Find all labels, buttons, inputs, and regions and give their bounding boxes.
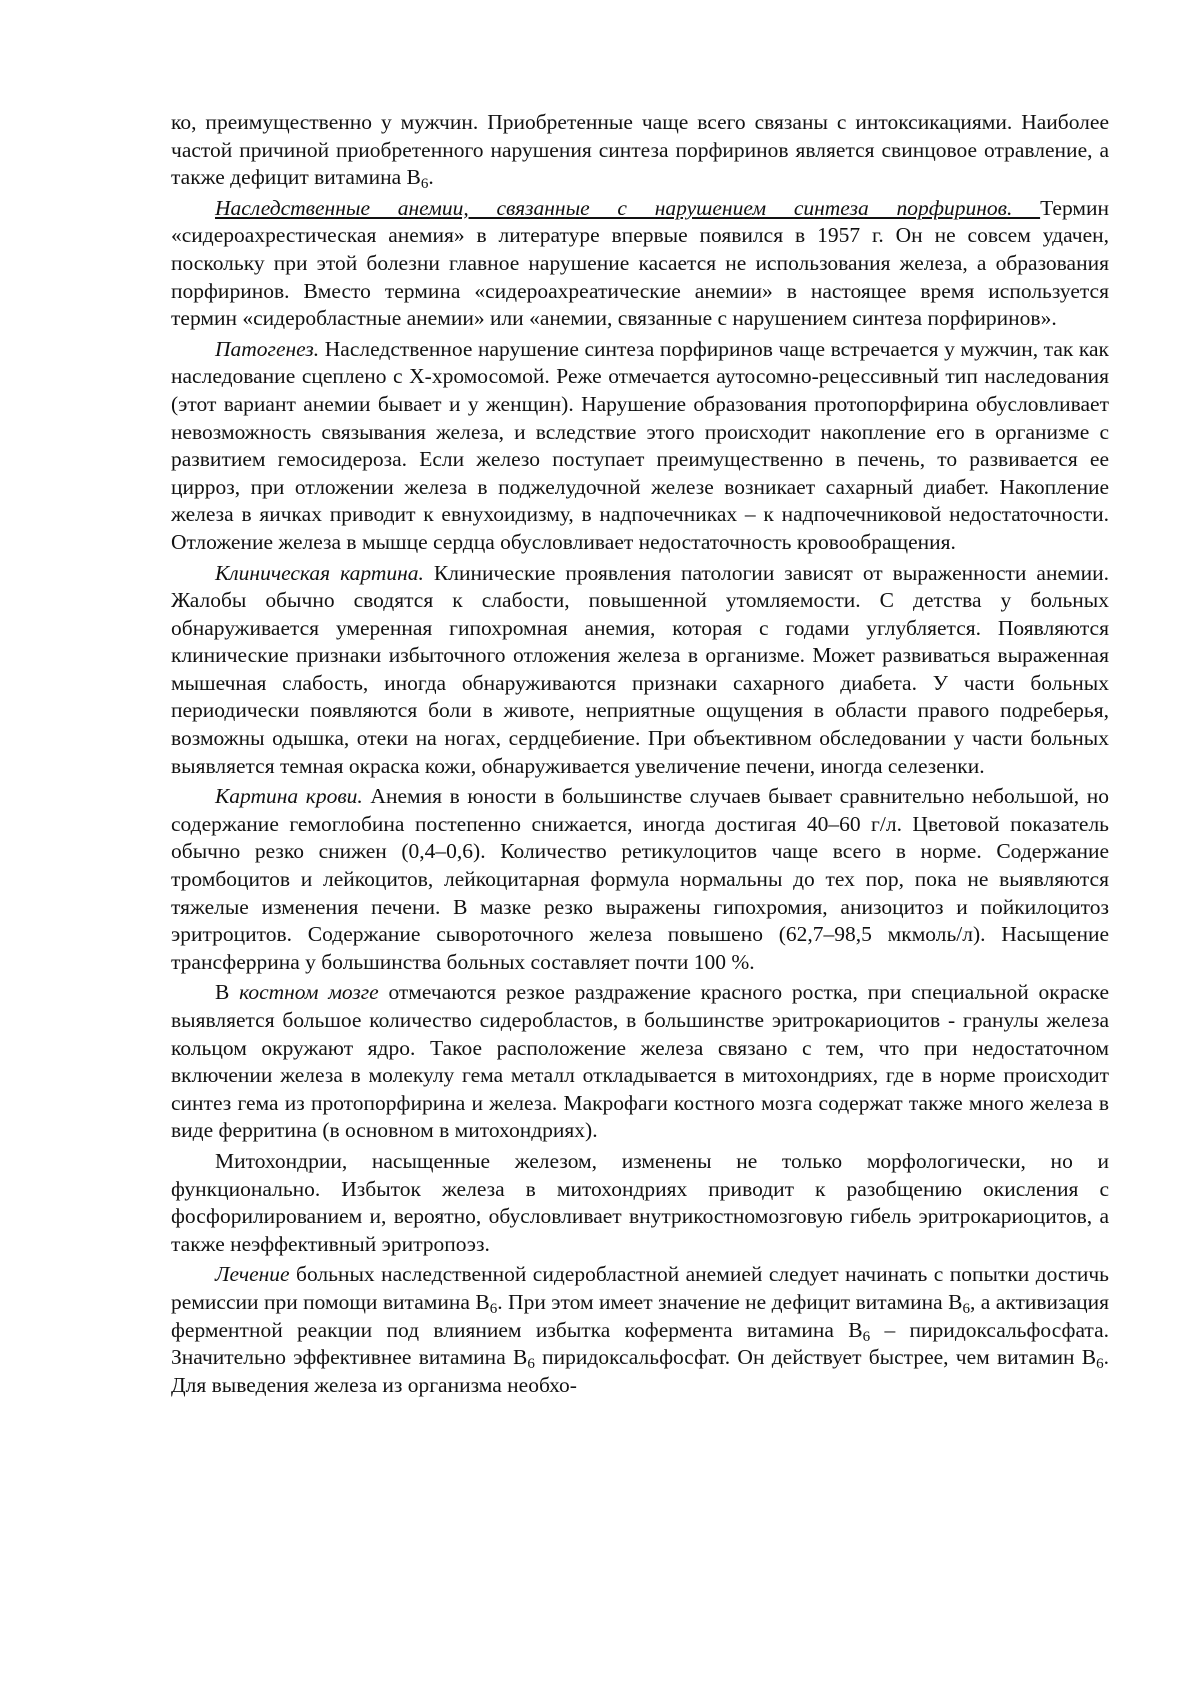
body-text: больных наследственной сидеробластной анемией следует начинать с попытки достичь ремиссии при помощи витамина В (171, 1262, 1109, 1314)
body-text: . (428, 165, 434, 190)
body-text: пиридоксальфосфат. Он действует быстрее, чем витамин В (534, 1345, 1097, 1370)
italic-heading-text: Лечение (215, 1262, 290, 1287)
paragraph-bone-marrow (171, 979, 1109, 1145)
body-text: – пиридоксальфосфата. Значительно эффективнее витамина В (171, 1317, 1110, 1370)
body-text: , а активизация ферментной реакции под влиянием избытка кофермента витамина В (171, 1289, 1110, 1342)
italic-underlined-heading-text: Наследственные анемии, связанные с нарушением синтеза порфиринов. (215, 195, 1041, 220)
body-text: Термин «сидероахрестическая анемия» в литературе впервые появился в 1957 г. Он не совсем удачен, поскольку при этой болезни главное нарушение касается не использования железа, а образования порфиринов. Вместо термина «сидероахреатические анемии» в настоящее время используется термин «сидеробластные анемии» или «анемии, связанные с нарушением синтеза порфиринов». (171, 195, 1109, 331)
body-text: Клинические проявления патологии зависят от выраженности анемии. Жалобы обычно сводятся к слабости, повышенной утомляемости. С детства у больных обнаруживается умеренная гипохромная анемия, которая с годами углубляется. Появляются клинические признаки избыточного отложения железа в организме. Может развиваться выраженная мышечная слабость, иногда обнаруживаются признаки сахарного диабета. У части больных периодически появляются боли в животе, неприятные ощущения в области правого подреберья, возможны одышка, отеки на ногах, сердцебиение. При объективном обследовании у части больных выявляется темная окраска кожи, обнаруживается увеличение печени, иногда селезенки. (171, 560, 1109, 778)
italic-heading-text: Патогенез. (215, 336, 320, 361)
italic-heading-text: костном мозге (239, 980, 379, 1005)
body-text: Анемия в юности в большинстве случаев бывает сравнительно небольшой, но содержание гемоглобина постепенно снижается, иногда достигая 40–60 г/л. Цветовой показатель обычно резко снижен (0,4–0,6). Количество ретикулоцитов чаще всего в норме. Содержание тромбоцитов и лейкоцитов, лейкоцитарная формула нормальны до тех пор, пока не выявляются тяжелые изменения печени. В мазке резко выражены гипохромия, анизоцитоз и пойкилоцитоз эритроцитов. Содержание сывороточного железа повышено (62,7–98,5 мкмоль/л). Насыщение трансферрина у большинства больных составляет почти 100 %. (171, 784, 1110, 974)
subscript-text: 6 (1096, 1355, 1104, 1372)
italic-heading-text: Клиническая картина. (215, 560, 424, 585)
paragraph-mitochondria (171, 1148, 1109, 1258)
italic-heading-text: Картина крови. (215, 784, 363, 809)
paragraph-treatment (171, 1261, 1109, 1399)
paragraph-hereditary-anemias (171, 195, 1109, 333)
body-text: отмечаются резкое раздражение красного ростка, при специальной окраске выявляется большое количество сидеробластов, в большинстве эритрокариоцитов - гранулы железа кольцом окружают ядро. Такое расположение железа связано с тем, что при недостаточном включении железа в молекулу гема металл откладывается в митохондриях, где в норме происходит синтез гема из протопорфирина и железа. Макрофаги костного мозга содержат также много железа в виде ферритина (в основном в митохондриях). (171, 980, 1109, 1143)
subscript-text: 6 (862, 1328, 871, 1345)
paragraph-pathogenesis (171, 336, 1109, 557)
paragraph-clinical-picture (171, 560, 1109, 781)
body-text: Наследственное нарушение синтеза порфиринов чаще встречается у мужчин, так как наследование сцеплено с Х-хромосомой. Реже отмечается аутосомно-рецессивный тип наследования (этот вариант анемии бывает и у женщин). Нарушение образования протопорфирина обусловливает невозможность связывания железа, и вследствие этого происходит накопление его в организме с развитием гемосидероза. Если железо поступает преимущественно в печень, то развивается ее цирроз, при отложении железа в поджелудочной железе возникает сахарный диабет. Накопление железа в яичках приводит к евнухоидизму, в надпочечниках – к надпочечниковой недостаточности. Отложение железа в мышце сердца обусловливает недостаточность кровообращения. (171, 336, 1109, 554)
body-text: . При этом имеет значение не дефицит витамина В (497, 1289, 963, 1314)
document-page (171, 109, 1109, 1399)
body-text: В (215, 980, 240, 1005)
subscript-text: 6 (962, 1300, 970, 1317)
subscript-text: 6 (527, 1355, 535, 1372)
paragraph-intro-continuation (171, 109, 1109, 192)
body-text: ко, преимущественно у мужчин. Приобретенные чаще всего связаны с интоксикациями. Наиболее частой причиной приобретенного нарушения синтеза порфиринов является свинцовое отравление, а также дефицит витамина В (171, 110, 1109, 190)
subscript-text: 6 (420, 175, 429, 192)
subscript-text: 6 (489, 1300, 498, 1317)
body-text: Митохондрии, насыщенные железом, изменены не только морфологически, но и функционально. Избыток железа в митохондриях приводит к разобщению окисления с фосфорилированием и, вероятно, обусловливает внутрикостномозговую гибель эритрокариоцитов, а также неэффективный эритропоэз. (171, 1148, 1109, 1256)
body-text: . Для выведения железа из организма необхо- (171, 1345, 1109, 1397)
paragraph-blood-picture (171, 783, 1109, 976)
